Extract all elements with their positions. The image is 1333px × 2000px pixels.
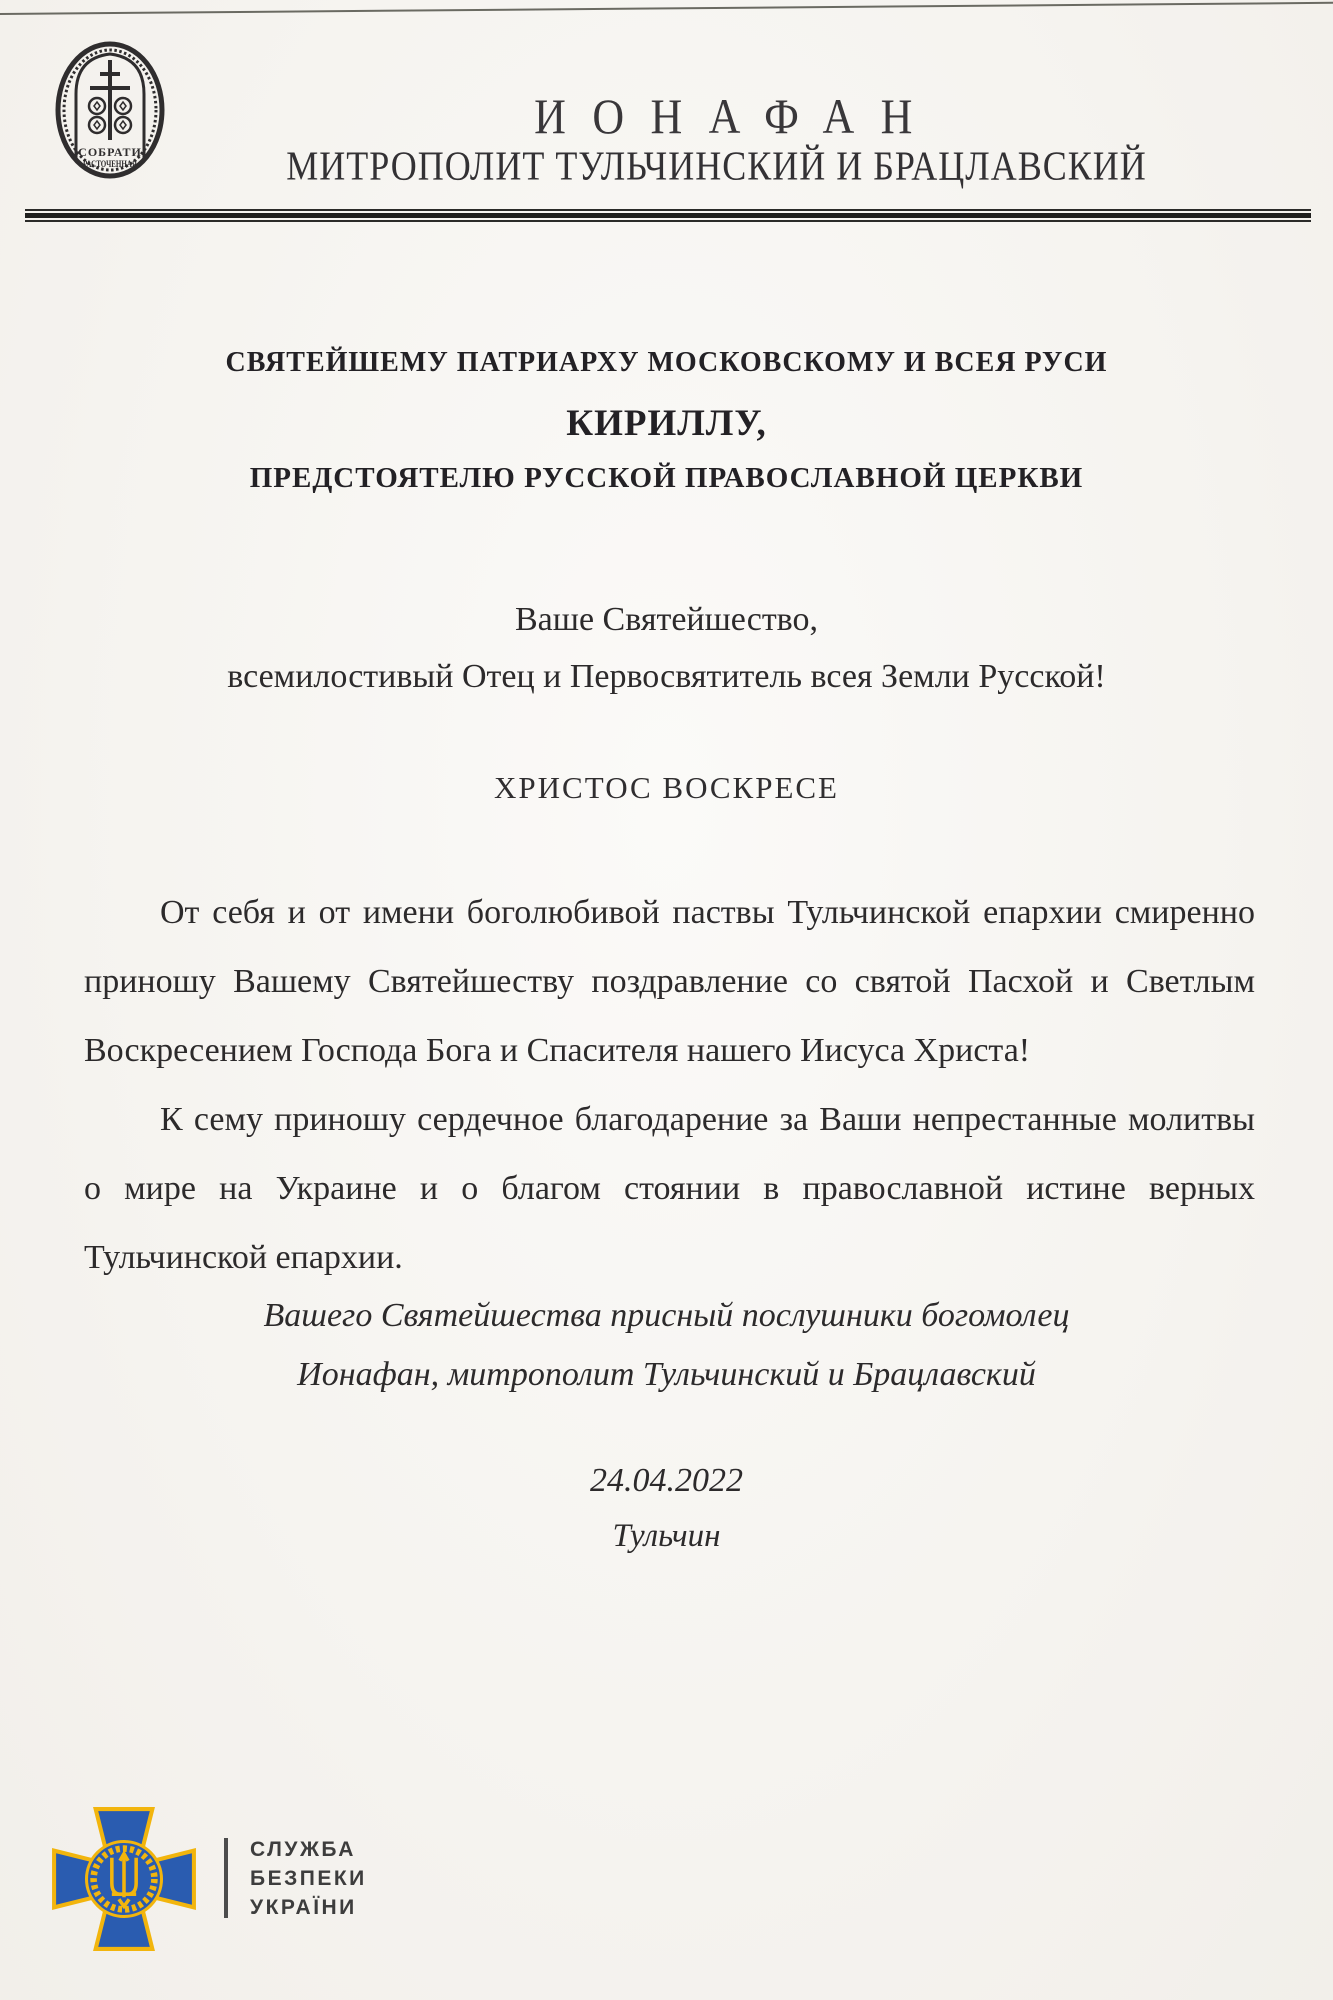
scan-edge-artifact	[0, 2, 1333, 15]
letter-heading: ХРИСТОС ВОСКРЕСЕ	[494, 770, 839, 805]
salutation-line-1: Ваше Святейшество,	[515, 601, 818, 638]
sbu-org-line-1: СЛУЖБА	[250, 1838, 356, 1861]
salutation-line-2: всемилостивый Отец и Первосвятитель всея Земли Русской!	[227, 658, 1106, 695]
sbu-org-line-2: БЕЗПЕКИ	[250, 1867, 367, 1890]
paragraph-2: К сему приношу сердечное благодарение за Ваши непрестанные молитвы о мире на Украине и о благом стоянии в православной истине верных Тульчинской епархии.	[84, 1101, 1255, 1276]
seal-motto-line1: СОБРАТИ	[78, 145, 142, 159]
signature-line-2: Ионафан, митрополит Тульчинский и Брацлавский	[297, 1356, 1036, 1393]
sbu-watermark	[48, 1803, 367, 1955]
seal-motto-line2: РАСТОЧЕННАЯ	[83, 159, 138, 169]
addressee-line-2: КИРИЛЛУ,	[566, 403, 767, 444]
letter-body	[84, 878, 1255, 1292]
sbu-divider	[224, 1838, 228, 1918]
signature-line-1: Вашего Святейшества присный послушники богомолец	[263, 1297, 1070, 1334]
paragraph-1: От себя и от имени боголюбивой паствы Тульчинской епархии смиренно приношу Вашему Святейшеству поздравление со святой Пасхой и Светлым Воскресением Господа Бога и Спасителя нашего Иисуса Христа!	[84, 894, 1255, 1069]
addressee-line-3: ПРЕДСТОЯТЕЛЮ РУССКОЙ ПРАВОСЛАВНОЙ ЦЕРКВИ	[249, 462, 1084, 494]
letter-date: 24.04.2022	[590, 1462, 743, 1499]
sbu-org-line-3: УКРАЇНИ	[250, 1896, 357, 1919]
letterhead-rule	[25, 209, 1311, 222]
addressee-line-1: СВЯТЕЙШЕМУ ПАТРИАРХУ МОСКОВСКОМУ И ВСЕЯ РУСИ	[225, 347, 1108, 378]
letterhead-name: ИОНАФАН	[534, 89, 939, 144]
letterhead-title: МИТРОПОЛИТ ТУЛЬЧИНСКИЙ И БРАЦЛАВСКИЙ	[286, 143, 1147, 189]
sbu-cross-icon	[48, 1803, 200, 1955]
seal-cross-icon	[89, 60, 131, 140]
letter-place: Тульчин	[612, 1518, 721, 1554]
sbu-org-name	[250, 1835, 367, 1922]
